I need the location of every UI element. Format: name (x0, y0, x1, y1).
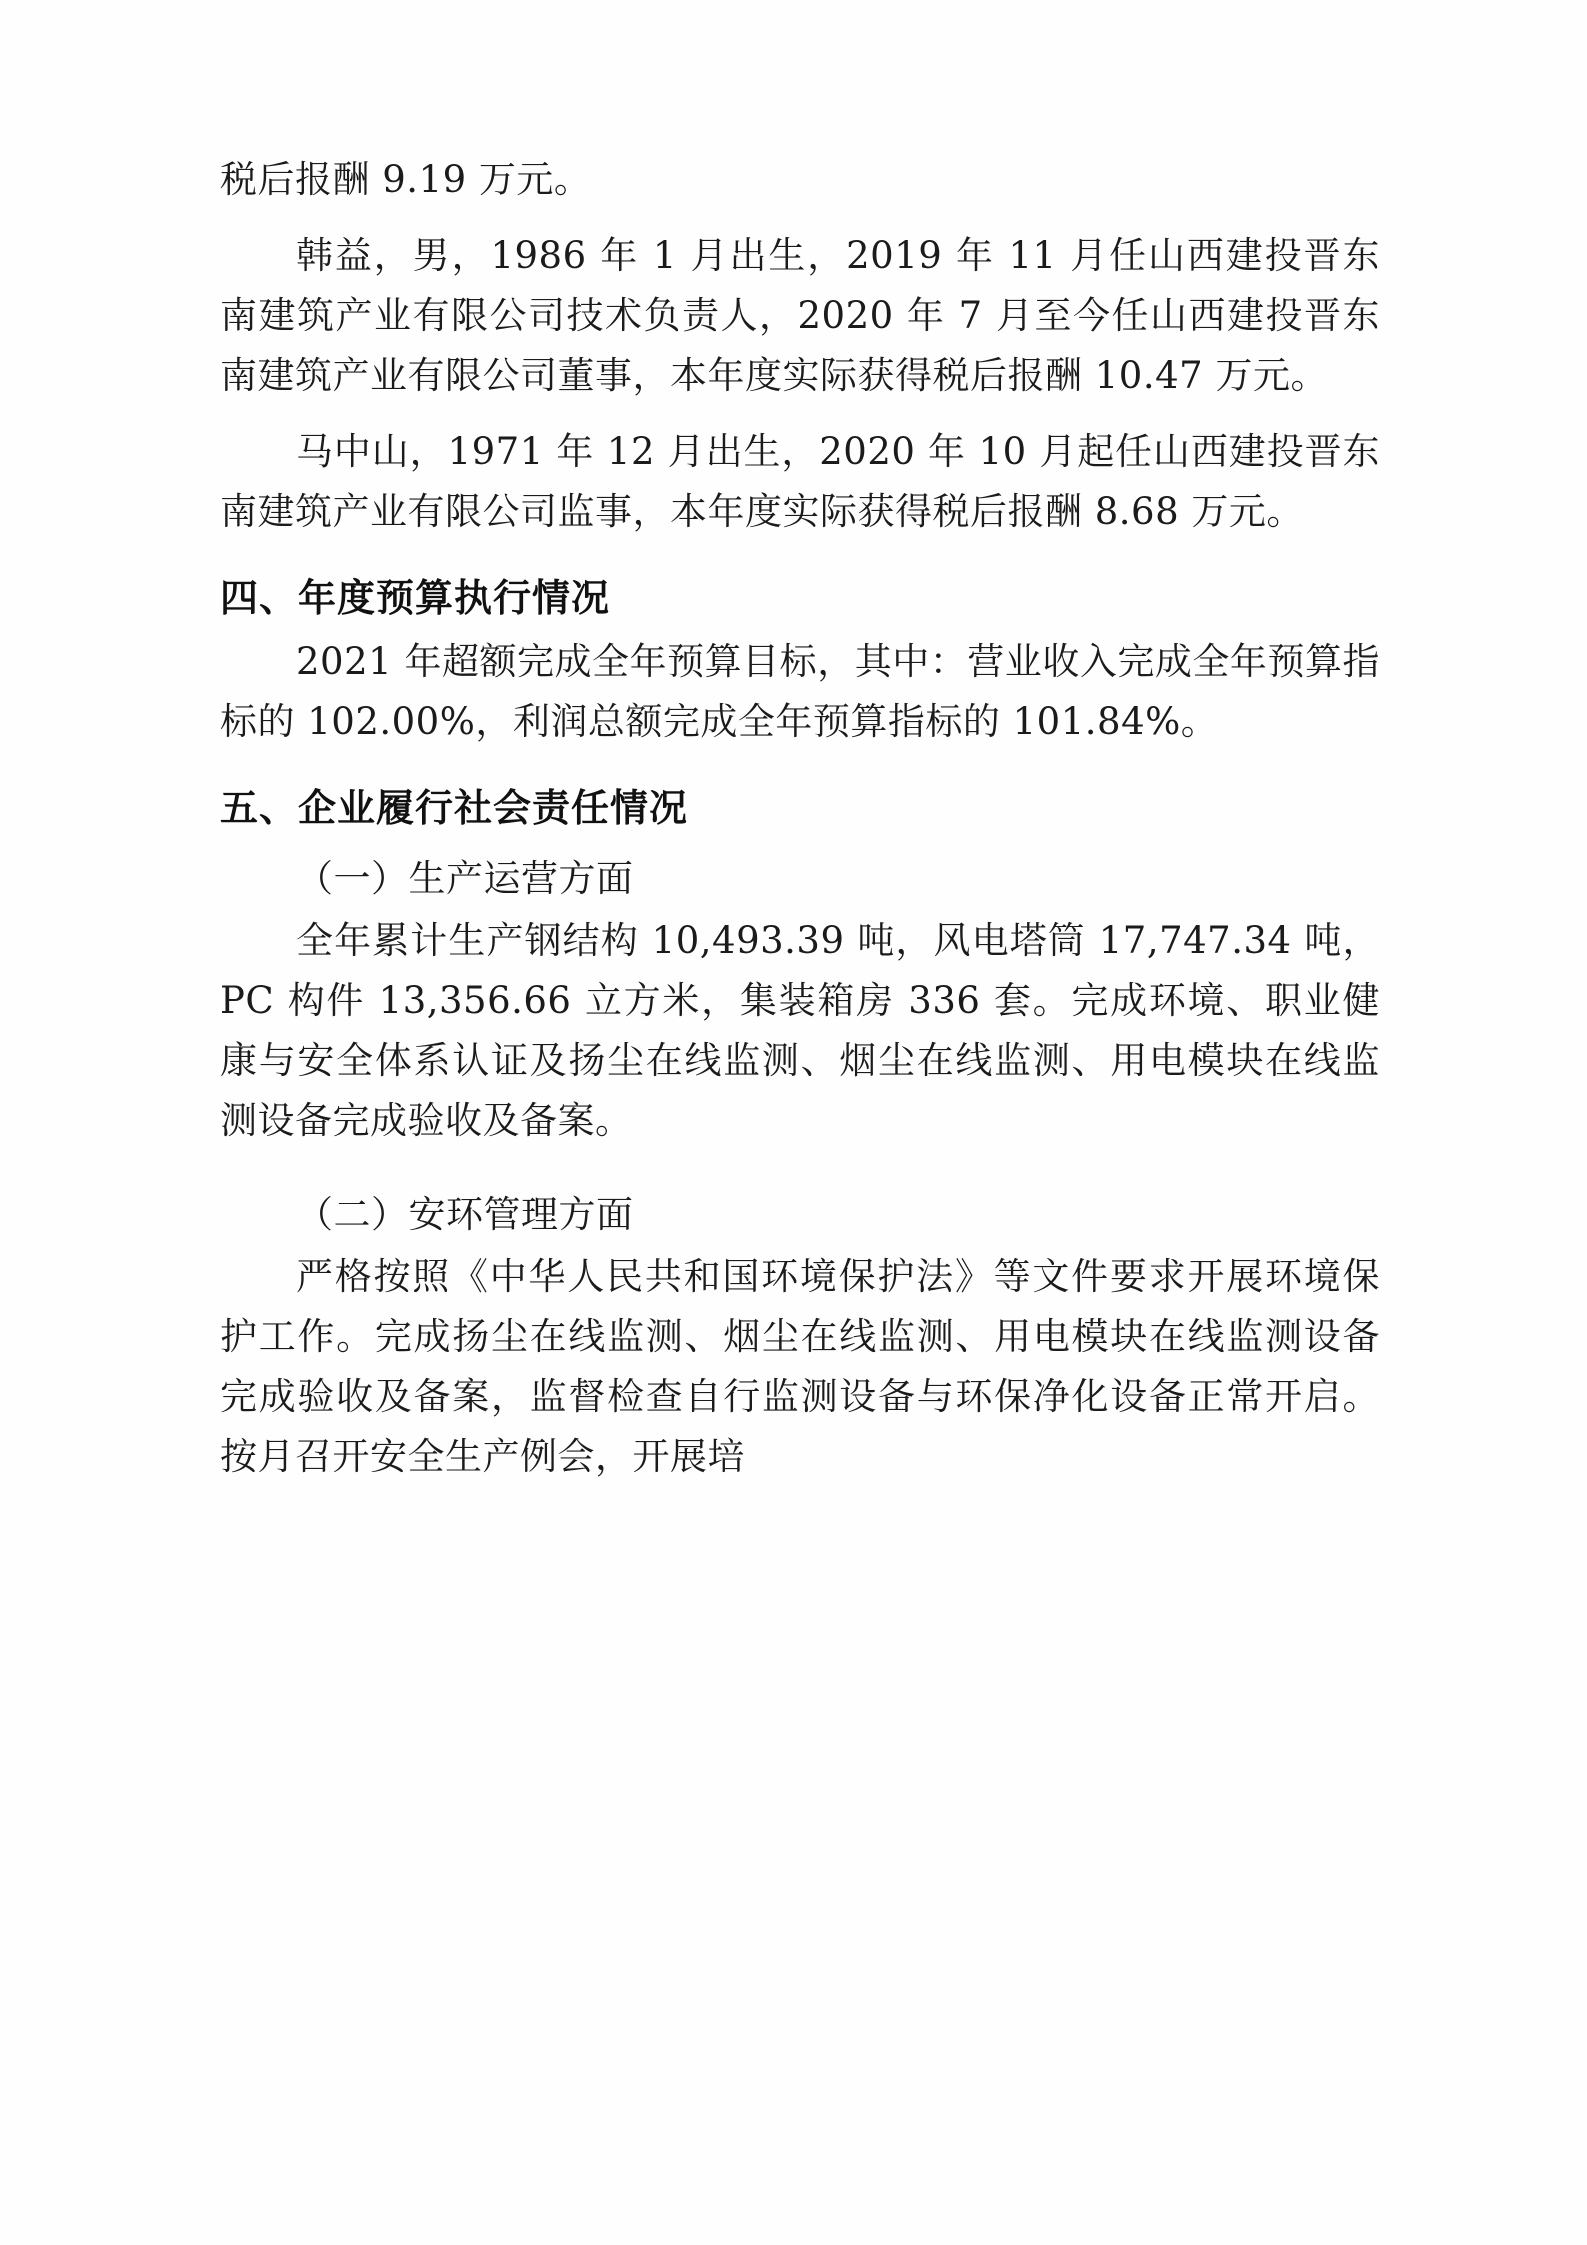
paragraph-ma-zhongshan: 马中山，1971 年 12 月出生，2020 年 10 月起任山西建投晋东南建筑产业有限公司监事，本年度实际获得税后报酬 8.68 万元。 (220, 429, 1380, 533)
paragraph-spacer (220, 1157, 1380, 1175)
heading-annual-budget-execution: 四、年度预算执行情况 (220, 575, 611, 620)
paragraph-salary-continuation: 税后报酬 9.19 万元。 (220, 158, 592, 201)
paragraph-environment-protection-work: 严格按照《中华人民共和国环境保护法》等文件要求开展环境保护工作。完成扬尘在线监测、烟尘在线监测、用电模块在线监测设备完成验收及备案，监督检查自行监测设备与环保净化设备正常开启。按月召开安全生产例会，开展培 (220, 1254, 1380, 1478)
subheading-production-operation: （一）生产运营方面 (296, 857, 634, 901)
paragraph-han-yi: 韩益，男，1986 年 1 月出生，2019 年 11 月任山西建投晋东南建筑产业有限公司技术负责人，2020 年 7 月至今任山西建投晋东南建筑产业有限公司董事，本年度实际获得税后报酬 10.47 万元。 (220, 233, 1380, 397)
subheading-safety-environment-management: （二）安环管理方面 (296, 1192, 634, 1236)
paragraph-spacer (220, 216, 1380, 226)
document-body (220, 150, 1380, 1486)
paragraph-production-output: 全年累计生产钢结构 10,493.39 吨，风电塔筒 17,747.34 吨，PC 构件 13,356.66 立方米，集装箱房 336 套。完成环境、职业健康与安全体系认证及扬尘在线监测、烟尘在线监测、用电模块在线监测设备完成验收及备案。 (220, 919, 1380, 1142)
paragraph-budget-execution-detail: 2021 年超额完成全年预算目标，其中：营业收入完成全年预算指标的 102.00%，利润总额完成全年预算指标的 101.84%。 (220, 640, 1380, 744)
paragraph-spacer (220, 412, 1380, 422)
heading-social-responsibility: 五、企业履行社会责任情况 (220, 786, 689, 831)
